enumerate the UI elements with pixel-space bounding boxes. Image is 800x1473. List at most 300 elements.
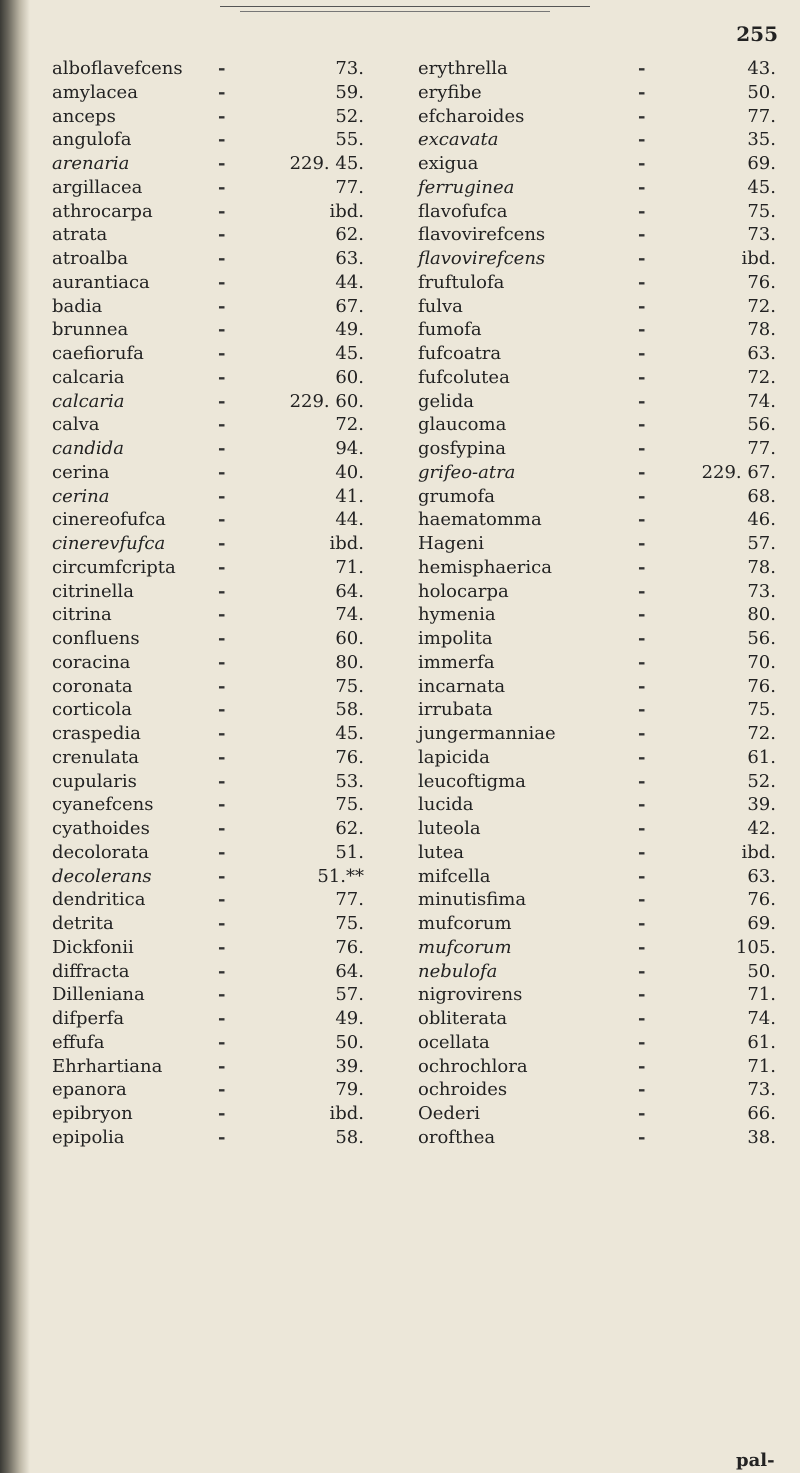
index-entry [418, 746, 788, 770]
leader-dash: - [218, 319, 226, 341]
entry-name: amylacea [52, 81, 138, 103]
leader-dash: - [638, 1126, 646, 1148]
entry-page: 63. [747, 343, 776, 364]
entry-page: 62. [335, 818, 364, 839]
leader-dash: - [638, 960, 646, 982]
index-entry [418, 1126, 788, 1150]
leader-dash: - [218, 58, 226, 79]
leader-dash: - [638, 865, 646, 887]
entry-name: mufcorum [418, 913, 512, 934]
index-entry [52, 295, 364, 319]
entry-page: 52. [747, 770, 776, 792]
leader-dash: - [638, 58, 646, 79]
entry-name: exigua [418, 153, 479, 174]
entry-name: cyanefcens [52, 794, 154, 816]
index-entry [52, 793, 364, 817]
leader-dash: - [218, 533, 226, 554]
entry-name: decolorata [52, 841, 149, 863]
entry-page: 80. [747, 604, 776, 626]
leader-dash: - [218, 556, 226, 578]
entry-page: 74. [747, 390, 776, 412]
index-entry [418, 556, 788, 580]
entry-page: 78. [747, 556, 776, 578]
leader-dash: - [218, 675, 226, 697]
index-entry [52, 888, 364, 912]
leader-dash: - [638, 390, 646, 412]
index-entry [52, 485, 364, 509]
index-entry [52, 342, 364, 366]
entry-name: ocellata [418, 1031, 490, 1053]
entry-page: 51.** [317, 865, 364, 887]
leader-dash: - [638, 176, 646, 198]
index-entry [418, 888, 788, 912]
entry-page: 72. [747, 295, 776, 317]
entry-page: 49. [335, 1008, 364, 1029]
leader-dash: - [218, 1103, 226, 1124]
entry-page: 62. [335, 224, 364, 246]
index-entry [52, 960, 364, 984]
index-entry [52, 223, 364, 247]
entry-page: 229. 45. [289, 153, 364, 174]
entry-name: cupularis [52, 770, 137, 792]
entry-name: flavovirefcens [418, 248, 546, 269]
entry-page: ibd. [329, 200, 364, 222]
entry-page: 40. [335, 461, 364, 483]
entry-name: athrocarpa [52, 200, 153, 222]
leader-dash: - [638, 105, 646, 127]
leader-dash: - [218, 841, 226, 863]
entry-name: circumfcripta [52, 556, 176, 578]
entry-page: 94. [335, 438, 364, 459]
entry-name: ochroides [418, 1079, 508, 1101]
leader-dash: - [218, 224, 226, 246]
index-entry [52, 912, 364, 936]
entry-page: 80. [335, 651, 364, 673]
entry-name: detrita [52, 913, 114, 934]
leader-dash: - [638, 556, 646, 578]
leader-dash: - [638, 1103, 646, 1124]
entry-name: hemisphaerica [418, 556, 552, 578]
entry-page: 44. [335, 271, 364, 293]
entry-page: 77. [335, 176, 364, 198]
entry-page: 38. [747, 1126, 776, 1148]
index-entry [418, 128, 788, 152]
entry-name: ferruginea [418, 176, 515, 198]
leader-dash: - [638, 1031, 646, 1053]
entry-page: 71. [747, 1055, 776, 1077]
index-entry [52, 746, 364, 770]
leader-dash: - [638, 200, 646, 222]
leader-dash: - [218, 176, 226, 198]
entry-page: 76. [747, 889, 776, 911]
entry-page: 43. [747, 58, 776, 79]
index-entry [418, 318, 788, 342]
entry-page: 46. [747, 509, 776, 531]
leader-dash: - [638, 438, 646, 459]
entry-name: Dilleniana [52, 984, 145, 1006]
index-entry [52, 413, 364, 437]
leader-dash: - [218, 1008, 226, 1029]
entry-name: Ehrhartiana [52, 1055, 163, 1077]
entry-page: 73. [747, 1079, 776, 1101]
entry-name: irrubata [418, 699, 493, 721]
index-entry [418, 247, 788, 271]
entry-name: candida [52, 438, 124, 459]
entry-page: 72. [335, 414, 364, 436]
leader-dash: - [638, 699, 646, 721]
leader-dash: - [638, 580, 646, 602]
index-entry [52, 81, 364, 105]
index-entry [418, 223, 788, 247]
entry-page: 73. [747, 580, 776, 602]
entry-page: 45. [335, 343, 364, 364]
index-entry [52, 128, 364, 152]
leader-dash: - [218, 414, 226, 436]
leader-dash: - [218, 1055, 226, 1077]
index-entry [52, 318, 364, 342]
entry-name: nebulofa [418, 960, 498, 982]
entry-name: Hageni [418, 533, 484, 554]
index-entry [418, 532, 788, 556]
entry-page: ibd. [329, 533, 364, 554]
entry-page: 73. [335, 58, 364, 79]
entry-page: 64. [335, 960, 364, 982]
entry-page: 45. [335, 723, 364, 744]
leader-dash: - [218, 960, 226, 982]
entry-name: fulva [418, 295, 463, 317]
index-entry [418, 1007, 788, 1031]
leader-dash: - [218, 129, 226, 151]
leader-dash: - [218, 818, 226, 839]
entry-name: decolerans [52, 865, 152, 887]
leader-dash: - [638, 1079, 646, 1101]
leader-dash: - [638, 628, 646, 649]
index-entry [418, 865, 788, 889]
entry-page: 51. [335, 841, 364, 863]
leader-dash: - [218, 651, 226, 673]
entry-page: 69. [747, 153, 776, 174]
entry-name: haematomma [418, 509, 542, 531]
entry-page: 39. [335, 1055, 364, 1077]
index-entry [52, 841, 364, 865]
entry-name: brunnea [52, 319, 129, 341]
entry-name: flavofufca [418, 200, 508, 222]
entry-name: obliterata [418, 1008, 508, 1029]
entry-page: 61. [747, 1031, 776, 1053]
index-entry [418, 413, 788, 437]
leader-dash: - [218, 865, 226, 887]
leader-dash: - [218, 509, 226, 531]
leader-dash: - [638, 343, 646, 364]
entry-name: excavata [418, 129, 499, 151]
index-entry [52, 200, 364, 224]
entry-name: alboflavefcens [52, 58, 183, 79]
header-rule-secondary [240, 11, 550, 12]
entry-name: holocarpa [418, 580, 509, 602]
entry-page: 66. [747, 1103, 776, 1124]
index-entry [52, 651, 364, 675]
entry-page: 57. [747, 533, 776, 554]
index-entry [52, 865, 364, 889]
leader-dash: - [218, 343, 226, 364]
index-entry [52, 556, 364, 580]
leader-dash: - [218, 438, 226, 459]
index-entry [52, 698, 364, 722]
entry-page: 57. [335, 984, 364, 1006]
index-entry [418, 295, 788, 319]
entry-page: 72. [747, 366, 776, 388]
entry-name: confluens [52, 628, 140, 649]
entry-page: 74. [747, 1008, 776, 1029]
leader-dash: - [218, 913, 226, 934]
entry-name: erythrella [418, 58, 508, 79]
entry-name: efcharoides [418, 105, 525, 127]
leader-dash: - [218, 984, 226, 1006]
leader-dash: - [638, 129, 646, 151]
entry-name: mifcella [418, 865, 491, 887]
entry-page: 50. [747, 960, 776, 982]
entry-name: Oederi [418, 1103, 480, 1124]
leader-dash: - [218, 746, 226, 768]
entry-page: 58. [335, 699, 364, 721]
index-entry [418, 675, 788, 699]
leader-dash: - [638, 889, 646, 911]
index-entry [418, 817, 788, 841]
entry-page: 60. [335, 628, 364, 649]
index-entry [52, 152, 364, 176]
entry-name: immerfa [418, 651, 495, 673]
index-entry [52, 770, 364, 794]
entry-name: fumofa [418, 319, 482, 341]
entry-page: 76. [335, 936, 364, 958]
entry-page: 77. [335, 889, 364, 911]
index-entry [418, 603, 788, 627]
index-entry [418, 390, 788, 414]
entry-name: epibryon [52, 1103, 133, 1124]
index-entry [52, 271, 364, 295]
entry-name: impolita [418, 628, 493, 649]
entry-page: 60. [335, 366, 364, 388]
index-entry [418, 912, 788, 936]
entry-name: anceps [52, 105, 116, 127]
entry-page: 75. [335, 675, 364, 697]
index-entry [52, 1102, 364, 1126]
entry-name: aurantiaca [52, 271, 150, 293]
index-entry [52, 936, 364, 960]
entry-page: 77. [747, 105, 776, 127]
leader-dash: - [638, 366, 646, 388]
entry-page: 73. [747, 224, 776, 246]
entry-page: 68. [747, 485, 776, 507]
entry-page: 229. 60. [289, 390, 364, 412]
index-entry [418, 200, 788, 224]
entry-name: fufcolutea [418, 366, 510, 388]
entry-name: caefiorufa [52, 343, 144, 364]
leader-dash: - [218, 271, 226, 293]
entry-page: 50. [335, 1031, 364, 1053]
entry-page: 105. [735, 936, 776, 958]
entry-name: epanora [52, 1079, 127, 1101]
index-entry [52, 817, 364, 841]
entry-page: 63. [747, 865, 776, 887]
leader-dash: - [218, 461, 226, 483]
entry-page: 76. [747, 675, 776, 697]
entry-name: calcaria [52, 390, 125, 412]
leader-dash: - [638, 675, 646, 697]
leader-dash: - [218, 366, 226, 388]
entry-name: grifeo-atra [418, 461, 516, 483]
entry-name: cerina [52, 485, 110, 507]
entry-name: cinerevfufca [52, 533, 166, 554]
index-entry [418, 770, 788, 794]
leader-dash: - [638, 414, 646, 436]
index-entry [52, 247, 364, 271]
index-entry [418, 461, 788, 485]
index-entry [418, 57, 788, 81]
index-entry [52, 508, 364, 532]
index-entry [418, 152, 788, 176]
index-entry [418, 342, 788, 366]
entry-page: 74. [335, 604, 364, 626]
index-entry [418, 841, 788, 865]
index-entry [52, 437, 364, 461]
entry-name: epipolia [52, 1126, 125, 1148]
index-entry [418, 698, 788, 722]
index-entry [418, 1055, 788, 1079]
right-index-column [418, 57, 788, 1150]
entry-name: calcaria [52, 366, 125, 388]
entry-page: 76. [335, 746, 364, 768]
entry-page: 35. [747, 129, 776, 151]
leader-dash: - [218, 723, 226, 744]
entry-name: craspedia [52, 723, 141, 744]
entry-name: dendritica [52, 889, 146, 911]
entry-name: atroalba [52, 248, 129, 269]
leader-dash: - [638, 485, 646, 507]
entry-page: 44. [335, 509, 364, 531]
leader-dash: - [638, 319, 646, 341]
entry-name: arenaria [52, 153, 130, 174]
entry-page: 71. [747, 984, 776, 1006]
header-rule [220, 6, 590, 7]
leader-dash: - [218, 485, 226, 507]
index-entry [52, 57, 364, 81]
entry-name: cinereofufca [52, 509, 166, 531]
entry-page: 50. [747, 81, 776, 103]
index-entry [418, 508, 788, 532]
leader-dash: - [638, 224, 646, 246]
entry-name: luteola [418, 818, 481, 839]
entry-page: 70. [747, 651, 776, 673]
entry-page: 69. [747, 913, 776, 934]
index-entry [52, 390, 364, 414]
entry-page: 72. [747, 723, 776, 744]
index-entry [418, 722, 788, 746]
leader-dash: - [218, 153, 226, 174]
entry-page: 75. [747, 699, 776, 721]
entry-page: 56. [747, 414, 776, 436]
entry-name: citrina [52, 604, 112, 626]
entry-page: 45. [747, 176, 776, 198]
entry-page: 76. [747, 271, 776, 293]
entry-name: glaucoma [418, 414, 507, 436]
leader-dash: - [218, 248, 226, 269]
index-entry [418, 81, 788, 105]
entry-page: 67. [335, 295, 364, 317]
index-entry [52, 461, 364, 485]
leader-dash: - [638, 81, 646, 103]
entry-page: 49. [335, 319, 364, 341]
entry-name: coronata [52, 675, 133, 697]
leader-dash: - [218, 770, 226, 792]
leader-dash: - [218, 105, 226, 127]
entry-name: hymenia [418, 604, 496, 626]
entry-name: corticola [52, 699, 132, 721]
index-entry [52, 1055, 364, 1079]
entry-page: 75. [335, 794, 364, 816]
index-entry [418, 936, 788, 960]
entry-name: flavovirefcens [418, 224, 546, 246]
entry-name: lapicida [418, 746, 490, 768]
index-entry [52, 627, 364, 651]
index-entry [418, 437, 788, 461]
entry-name: argillacea [52, 176, 143, 198]
index-entry [418, 366, 788, 390]
index-entry [418, 960, 788, 984]
leader-dash: - [638, 936, 646, 958]
index-entry [52, 1078, 364, 1102]
entry-name: gelida [418, 390, 474, 412]
entry-page: 42. [747, 818, 776, 839]
entry-name: lucida [418, 794, 474, 816]
page-number: 255 [736, 22, 778, 46]
entry-name: calva [52, 414, 100, 436]
leader-dash: - [218, 628, 226, 649]
entry-name: effufa [52, 1031, 105, 1053]
leader-dash: - [638, 984, 646, 1006]
entry-page: 79. [335, 1079, 364, 1101]
leader-dash: - [218, 699, 226, 721]
index-entry [418, 983, 788, 1007]
index-entry [418, 651, 788, 675]
entry-name: atrata [52, 224, 108, 246]
entry-page: 55. [335, 129, 364, 151]
leader-dash: - [218, 1079, 226, 1101]
index-entry [418, 1031, 788, 1055]
index-entry [52, 1031, 364, 1055]
entry-name: cerina [52, 461, 110, 483]
index-entry [52, 1126, 364, 1150]
entry-name: difperfa [52, 1008, 125, 1029]
leader-dash: - [638, 770, 646, 792]
entry-page: 77. [747, 438, 776, 459]
entry-page: 39. [747, 794, 776, 816]
entry-name: eryfibe [418, 81, 482, 103]
entry-page: ibd. [741, 248, 776, 269]
index-entry [52, 603, 364, 627]
catchword: pal- [736, 1450, 775, 1471]
leader-dash: - [218, 936, 226, 958]
entry-page: 71. [335, 556, 364, 578]
entry-name: diffracta [52, 960, 130, 982]
entry-name: minutisfima [418, 889, 527, 911]
leader-dash: - [638, 1008, 646, 1029]
index-entry [52, 983, 364, 1007]
index-entry [52, 722, 364, 746]
entry-page: 41. [335, 485, 364, 507]
index-entry [52, 675, 364, 699]
index-entry [52, 105, 364, 129]
